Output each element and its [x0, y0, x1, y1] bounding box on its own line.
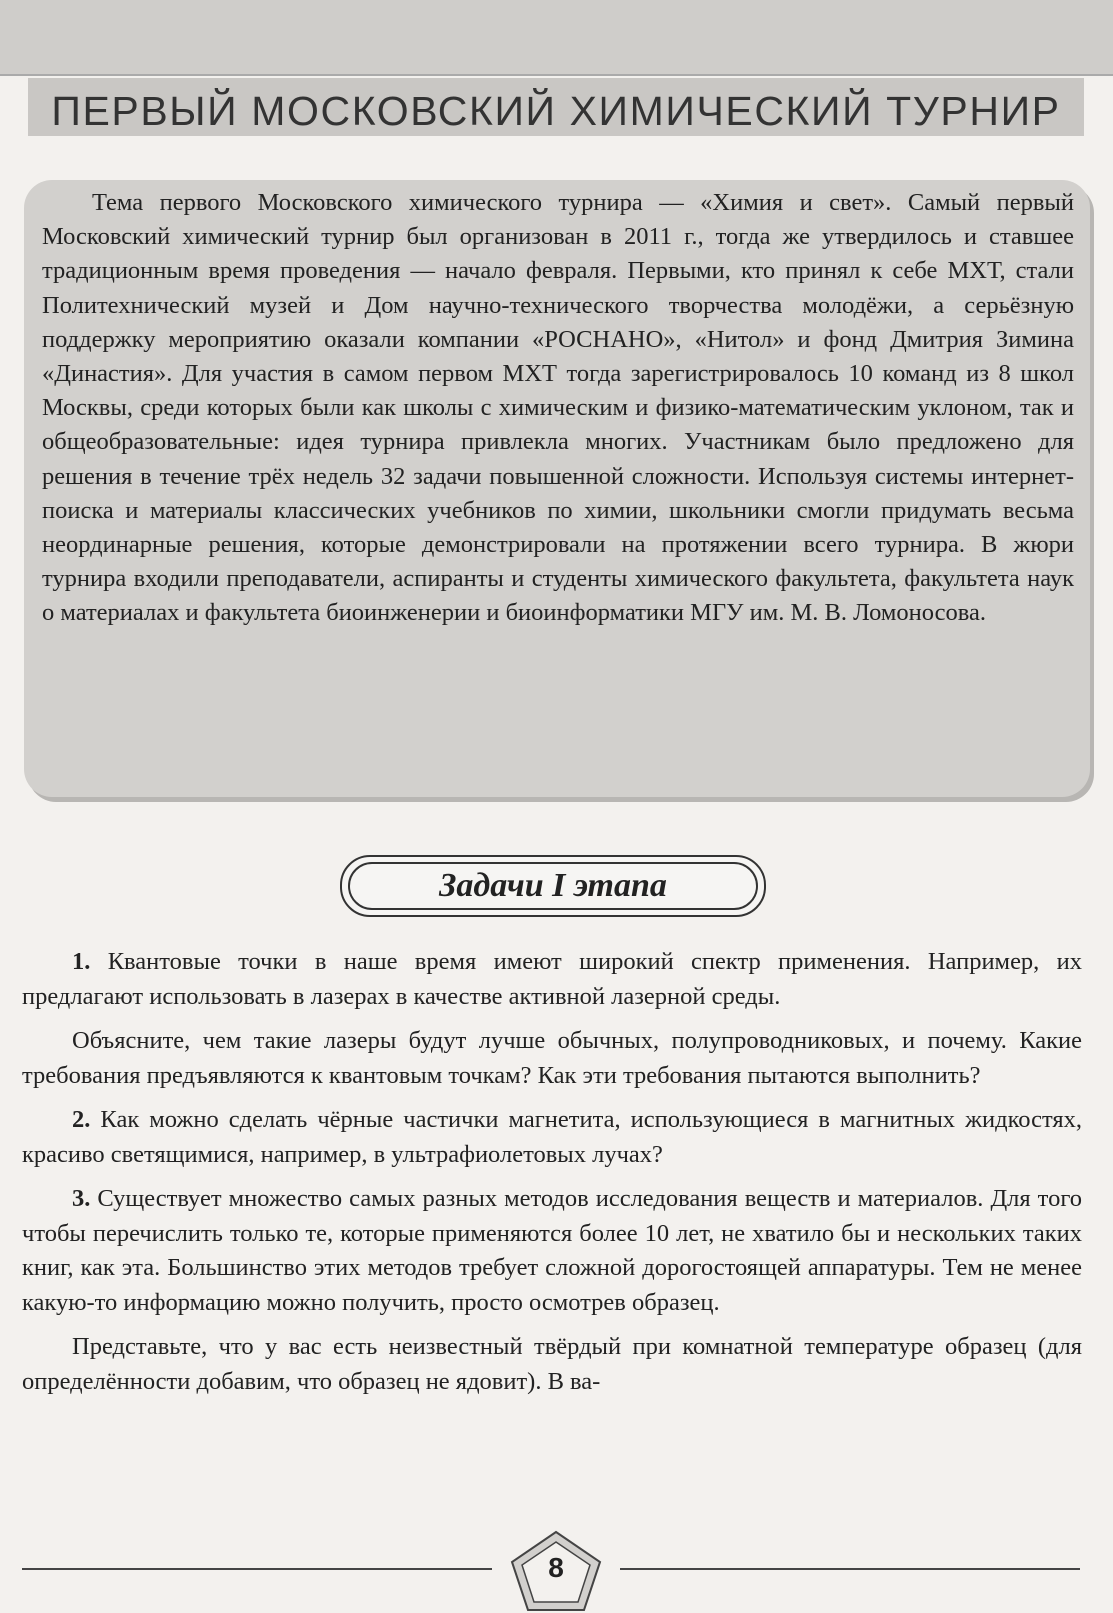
task-text: Существует множество самых разных методов исследования веществ и материалов. Для того чтобы перечислить только те, которые применяются более 10 лет, не хватило бы и нескольких таких книг, как эта. Большинство этих методов требует сложной дорогостоящей аппаратуры. Тем не менее какую-то информацию можно получить, просто осмотрев образец. [22, 1185, 1083, 1316]
task-number: 2. [72, 1106, 91, 1133]
task-text: Квантовые точки в наше время имеют широкий спектр применения. Например, их предлагают использовать в лазерах в качестве активной лазерной среды. [22, 948, 1083, 1010]
task-paragraph [22, 1103, 1082, 1172]
task-number: 1. [72, 948, 91, 975]
footer-rule-left [22, 1568, 492, 1570]
task-text: Объясните, чем такие лазеры будут лучше обычных, полупроводниковых, и почему. Какие требования предъявляются к квантовым точкам? Как эти требования пытаются выполнить? [22, 1027, 1082, 1089]
intro-paragraph: Тема первого Московского химического турнира — «Химия и свет». Самый первый Московский химический турнир был организован в 2011 г., тогда же утвердилось и ставшее традиционным время проведения — начало февраля. Первыми, кто принял к себе МХТ, стали Политехнический музей и Дом научно-технического творчества молодёжи, а серьёзную поддержку мероприятию оказали компании «РОСНАНО», «Нитол» и фонд Дмитрия Зимина «Династия». Для участия в самом первом МХТ тогда зарегистрировалось 10 команд из 8 школ Москвы, среди которых были как школы с химическим и физико-математическим уклоном, так и общеобразовательные: идея турнира привлекла многих. Участникам было предложено для решения в течение трёх недель 32 задачи повышенной сложности. Используя системы интернет-поиска и материалы классических учебников по химии, школьники смогли придумать весьма неординарные решения, которые демонстрировали на протяжении всего турнира. В жюри турнира входили преподаватели, аспиранты и студенты химического факультета, факультета наук о материалах и факультета биоинженерии и биоинформатики МГУ им. М. В. Ломоносова. [42, 189, 1074, 627]
footer-rule-right [620, 1568, 1080, 1570]
tasks-section [22, 945, 1082, 1409]
task-paragraph [22, 945, 1082, 1014]
task-paragraph [22, 1182, 1082, 1320]
task-text: Как можно сделать чёрные частички магнетита, использующиеся в магнитных жидкостях, красиво светящимися, например, в ультрафиолетовых лучах? [22, 1106, 1082, 1168]
task-paragraph [22, 1024, 1082, 1093]
stage-title: Задачи I этапа [439, 867, 667, 904]
task-paragraph [22, 1330, 1082, 1399]
page-top-band [0, 0, 1113, 76]
page-title: ПЕРВЫЙ МОСКОВСКИЙ ХИМИЧЕСКИЙ ТУРНИР [51, 88, 1061, 134]
page-number: 8 [548, 1552, 564, 1583]
task-text: Представьте, что у вас есть неизвестный твёрдый при комнатной температуре образец (для определённости добавим, что образец не ядовит). В ва- [22, 1333, 1082, 1395]
task-number: 3. [72, 1185, 91, 1212]
